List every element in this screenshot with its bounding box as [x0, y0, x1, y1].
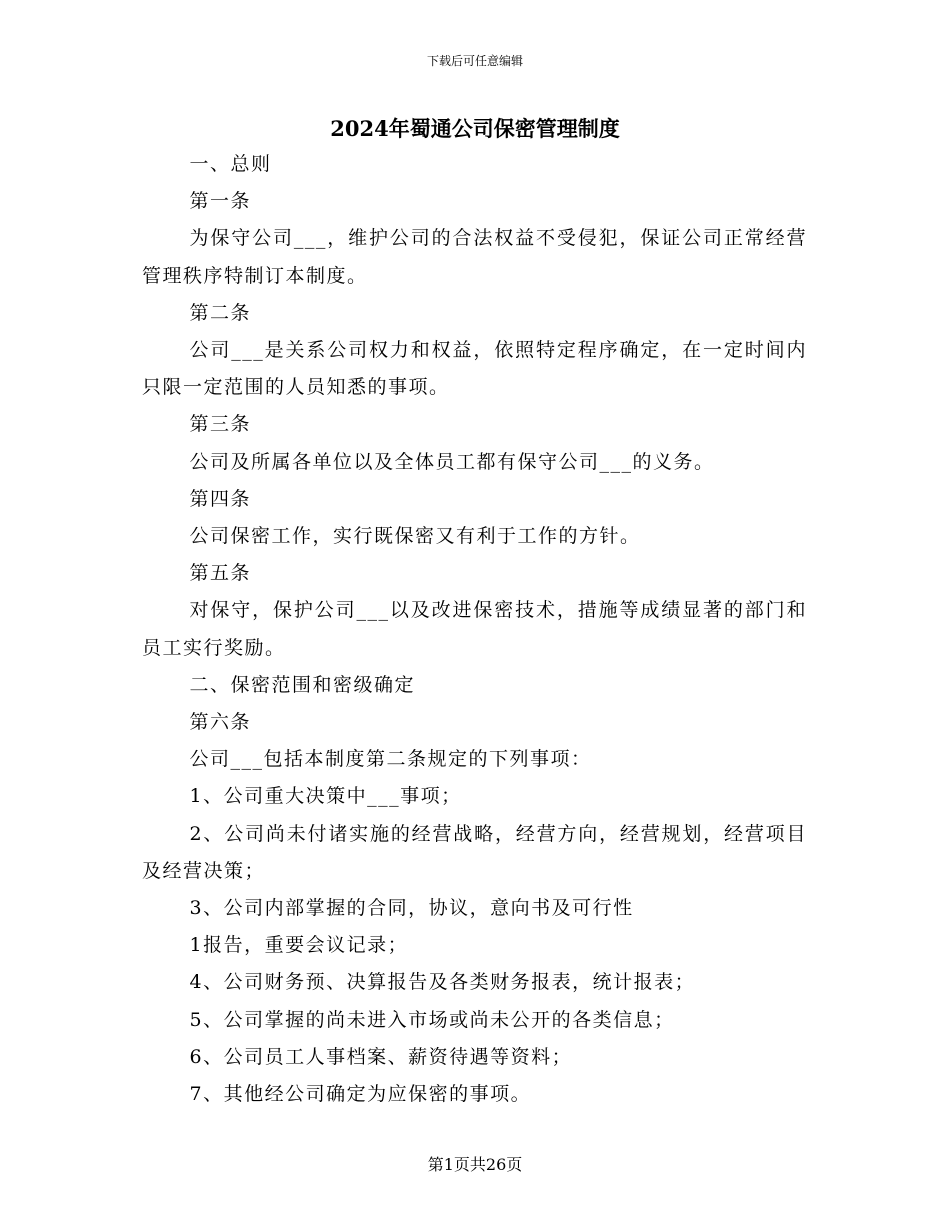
article-text-4: 公司保密工作，实行既保密又有利于工作的方针。 [189, 525, 641, 548]
article-heading-3: 第三条 [189, 413, 252, 436]
list-item-7: 7、其他经公司确定为应保密的事项。 [189, 1083, 532, 1106]
list-item-3: 3、公司内部掌握的合同，协议，意向书及可行性 [189, 897, 634, 920]
article-heading-5: 第五条 [189, 562, 252, 585]
page-number-indicator: 第1页共26页 [427, 1155, 523, 1174]
list-item-3-continued: 1报告，重要会议记录； [189, 934, 409, 957]
list-item-5: 5、公司掌握的尚未进入市场或尚未公开的各类信息； [189, 1008, 675, 1031]
section-heading-scope: 二、保密范围和密级确定 [189, 673, 416, 696]
document-title: 2024年蜀通公司保密管理制度 [330, 116, 620, 141]
list-item-6: 6、公司员工人事档案、薪资待遇等资料； [189, 1045, 573, 1068]
page-header-note: 下载后可任意编辑 [426, 54, 523, 68]
article-text-3: 公司及所属各单位以及全体员工都有保守公司___的义务。 [189, 450, 715, 473]
article-text-5: 对保守，保护公司___以及改进保密技术，措施等成绩显著的部门和员工实行奖励。 [142, 599, 807, 659]
article-text-1: 为保守公司___，维护公司的合法权益不受侵犯，保证公司正常经营管理秩序特制订本制度。 [142, 227, 807, 287]
article-heading-2: 第二条 [189, 301, 252, 324]
article-text-6: 公司___包括本制度第二条规定的下列事项： [189, 748, 592, 771]
list-item-1: 1、公司重大决策中___事项； [189, 785, 462, 808]
article-heading-4: 第四条 [189, 487, 252, 510]
list-item-4: 4、公司财务预、决算报告及各类财务报表，统计报表； [189, 971, 696, 994]
section-heading-general: 一、总则 [189, 153, 272, 175]
article-heading-1: 第一条 [189, 190, 252, 213]
list-item-2: 2、公司尚未付诸实施的经营战略，经营方向，经营规划，经营项目及经营决策； [142, 822, 807, 882]
article-heading-6: 第六条 [189, 711, 252, 734]
article-text-2: 公司___是关系公司权力和权益，依照特定程序确定，在一定时间内只限一定范围的人员知悉的事项。 [142, 339, 807, 399]
document-body [142, 146, 807, 1113]
